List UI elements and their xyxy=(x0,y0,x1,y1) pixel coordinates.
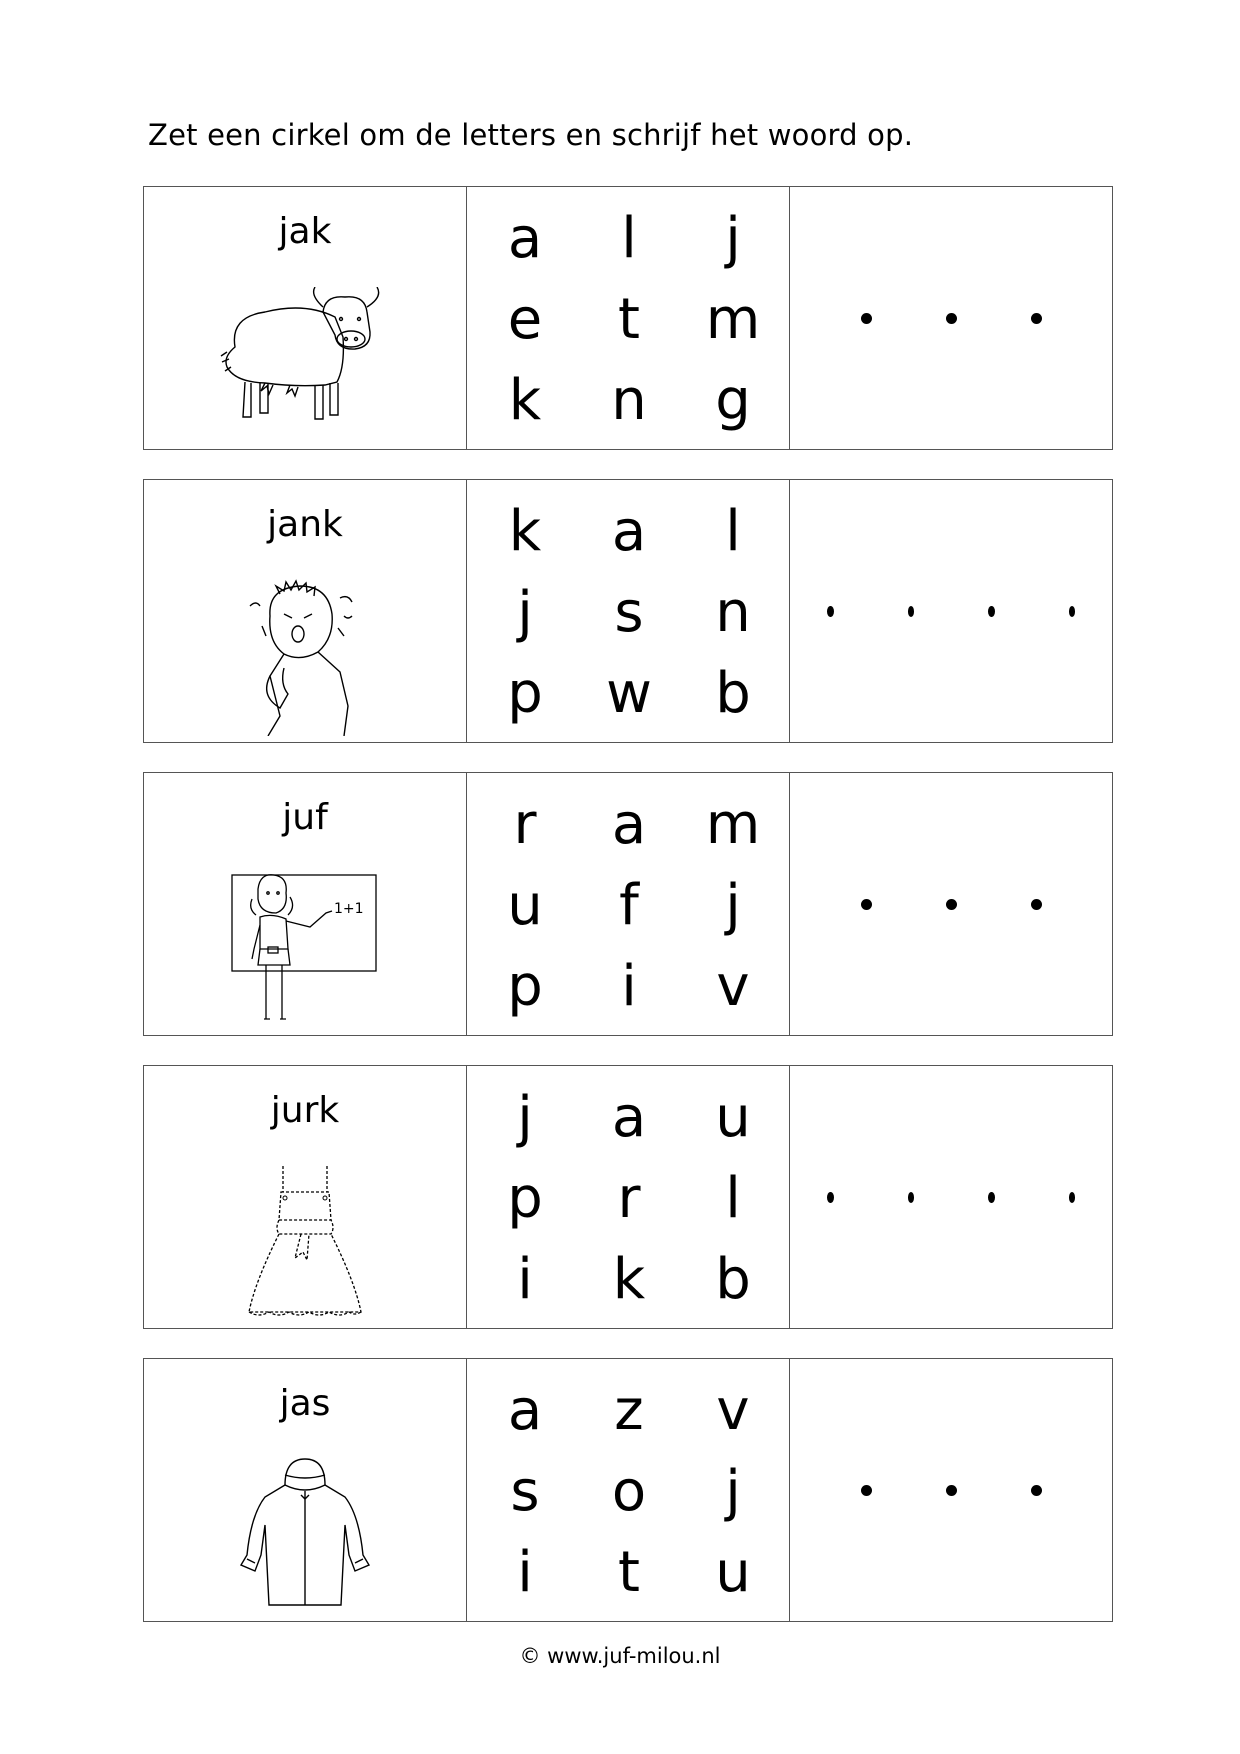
letter-option[interactable]: a xyxy=(611,1085,647,1151)
letter-option[interactable]: v xyxy=(716,1378,750,1444)
letter-option[interactable]: m xyxy=(705,792,761,858)
word-label: jank xyxy=(267,504,343,545)
letter-option[interactable]: p xyxy=(507,953,543,1019)
letter-option[interactable]: k xyxy=(612,1246,646,1312)
word-label: jak xyxy=(278,211,332,252)
letter-option[interactable]: b xyxy=(715,1246,751,1312)
answer-cell[interactable] xyxy=(790,187,1112,449)
letter-option[interactable]: p xyxy=(507,660,543,726)
answer-blanks xyxy=(790,773,1112,1035)
blank-dot xyxy=(988,606,995,617)
crying-child-drawing xyxy=(240,576,370,736)
blank-dot xyxy=(946,1485,957,1496)
blank-dot xyxy=(861,1485,872,1496)
letter-option[interactable]: r xyxy=(513,792,537,858)
blank-dot xyxy=(946,313,957,324)
blank-dot xyxy=(988,1192,995,1203)
blank-dot xyxy=(1031,1485,1042,1496)
letter-option[interactable]: f xyxy=(619,872,639,938)
picture-cell xyxy=(144,187,467,449)
exercise-row xyxy=(143,186,1113,450)
letter-option[interactable]: u xyxy=(715,1539,751,1605)
letter-option[interactable]: m xyxy=(705,286,761,352)
answer-cell[interactable] xyxy=(790,773,1112,1035)
letter-option[interactable]: g xyxy=(715,367,751,433)
letter-option[interactable]: r xyxy=(617,1165,641,1231)
instruction-text: Zet een cirkel om de letters en schrijf het woord op. xyxy=(148,118,914,152)
letter-option[interactable]: k xyxy=(508,499,542,565)
letter-option[interactable]: s xyxy=(510,1458,540,1524)
letter-option[interactable]: o xyxy=(611,1458,647,1524)
picture-cell xyxy=(144,773,467,1035)
letter-option[interactable]: j xyxy=(725,872,741,938)
answer-cell[interactable] xyxy=(790,1066,1112,1328)
blank-dot xyxy=(827,606,834,617)
answer-blanks xyxy=(790,1066,1112,1328)
dress-drawing xyxy=(245,1162,365,1322)
word-label: juf xyxy=(282,797,328,838)
blank-dot xyxy=(827,1192,834,1203)
letter-option[interactable]: n xyxy=(611,367,647,433)
letter-option[interactable]: a xyxy=(507,1378,543,1444)
letter-option[interactable]: z xyxy=(614,1378,644,1444)
letter-option[interactable]: l xyxy=(621,206,637,272)
word-label: jurk xyxy=(270,1090,340,1131)
letter-option[interactable]: t xyxy=(618,1539,640,1605)
letter-option[interactable]: u xyxy=(507,872,543,938)
exercise-row xyxy=(143,772,1113,1036)
answer-blanks xyxy=(790,480,1112,742)
letter-option[interactable]: a xyxy=(611,792,647,858)
letter-option[interactable]: l xyxy=(725,1165,741,1231)
exercise-row xyxy=(143,479,1113,743)
letter-grid xyxy=(467,1066,790,1328)
letter-option[interactable]: a xyxy=(507,206,543,272)
blank-dot xyxy=(908,606,915,617)
blank-dot xyxy=(946,899,957,910)
letter-option[interactable]: v xyxy=(716,953,750,1019)
letter-grid xyxy=(467,773,790,1035)
letter-option[interactable]: t xyxy=(618,286,640,352)
letter-option[interactable]: w xyxy=(606,660,652,726)
yak-drawing xyxy=(205,287,405,437)
blank-dot xyxy=(1031,899,1042,910)
answer-blanks xyxy=(790,187,1112,449)
teacher-drawing xyxy=(230,869,380,1029)
letter-grid xyxy=(467,187,790,449)
letter-option[interactable]: j xyxy=(517,1085,533,1151)
letter-option[interactable]: n xyxy=(715,579,751,645)
letter-option[interactable]: l xyxy=(725,499,741,565)
letter-option[interactable]: i xyxy=(517,1246,533,1312)
blank-dot xyxy=(1069,1192,1076,1203)
letter-option[interactable]: e xyxy=(507,286,543,352)
word-label: jas xyxy=(279,1383,331,1424)
blank-dot xyxy=(908,1192,915,1203)
letter-grid xyxy=(467,480,790,742)
letter-option[interactable]: b xyxy=(715,660,751,726)
letter-option[interactable]: k xyxy=(508,367,542,433)
answer-cell[interactable] xyxy=(790,1359,1112,1621)
exercise-row xyxy=(143,1358,1113,1622)
letter-option[interactable]: j xyxy=(725,1458,741,1524)
letter-option[interactable]: i xyxy=(621,953,637,1019)
blank-dot xyxy=(861,313,872,324)
picture-cell xyxy=(144,480,467,742)
letter-option[interactable]: p xyxy=(507,1165,543,1231)
letter-option[interactable]: i xyxy=(517,1539,533,1605)
copyright-footer: © www.juf-milou.nl xyxy=(519,1644,721,1668)
letter-option[interactable]: s xyxy=(614,579,644,645)
picture-cell xyxy=(144,1359,467,1621)
letter-option[interactable]: u xyxy=(715,1085,751,1151)
blank-dot xyxy=(1031,313,1042,324)
letter-option[interactable]: a xyxy=(611,499,647,565)
letter-option[interactable]: j xyxy=(517,579,533,645)
answer-cell[interactable] xyxy=(790,480,1112,742)
blank-dot xyxy=(1069,606,1076,617)
jacket-drawing xyxy=(235,1455,375,1615)
letter-option[interactable]: j xyxy=(725,206,741,272)
blank-dot xyxy=(861,899,872,910)
answer-blanks xyxy=(790,1359,1112,1621)
board-text: 1+1 xyxy=(334,901,364,917)
picture-cell xyxy=(144,1066,467,1328)
letter-grid xyxy=(467,1359,790,1621)
exercise-row xyxy=(143,1065,1113,1329)
